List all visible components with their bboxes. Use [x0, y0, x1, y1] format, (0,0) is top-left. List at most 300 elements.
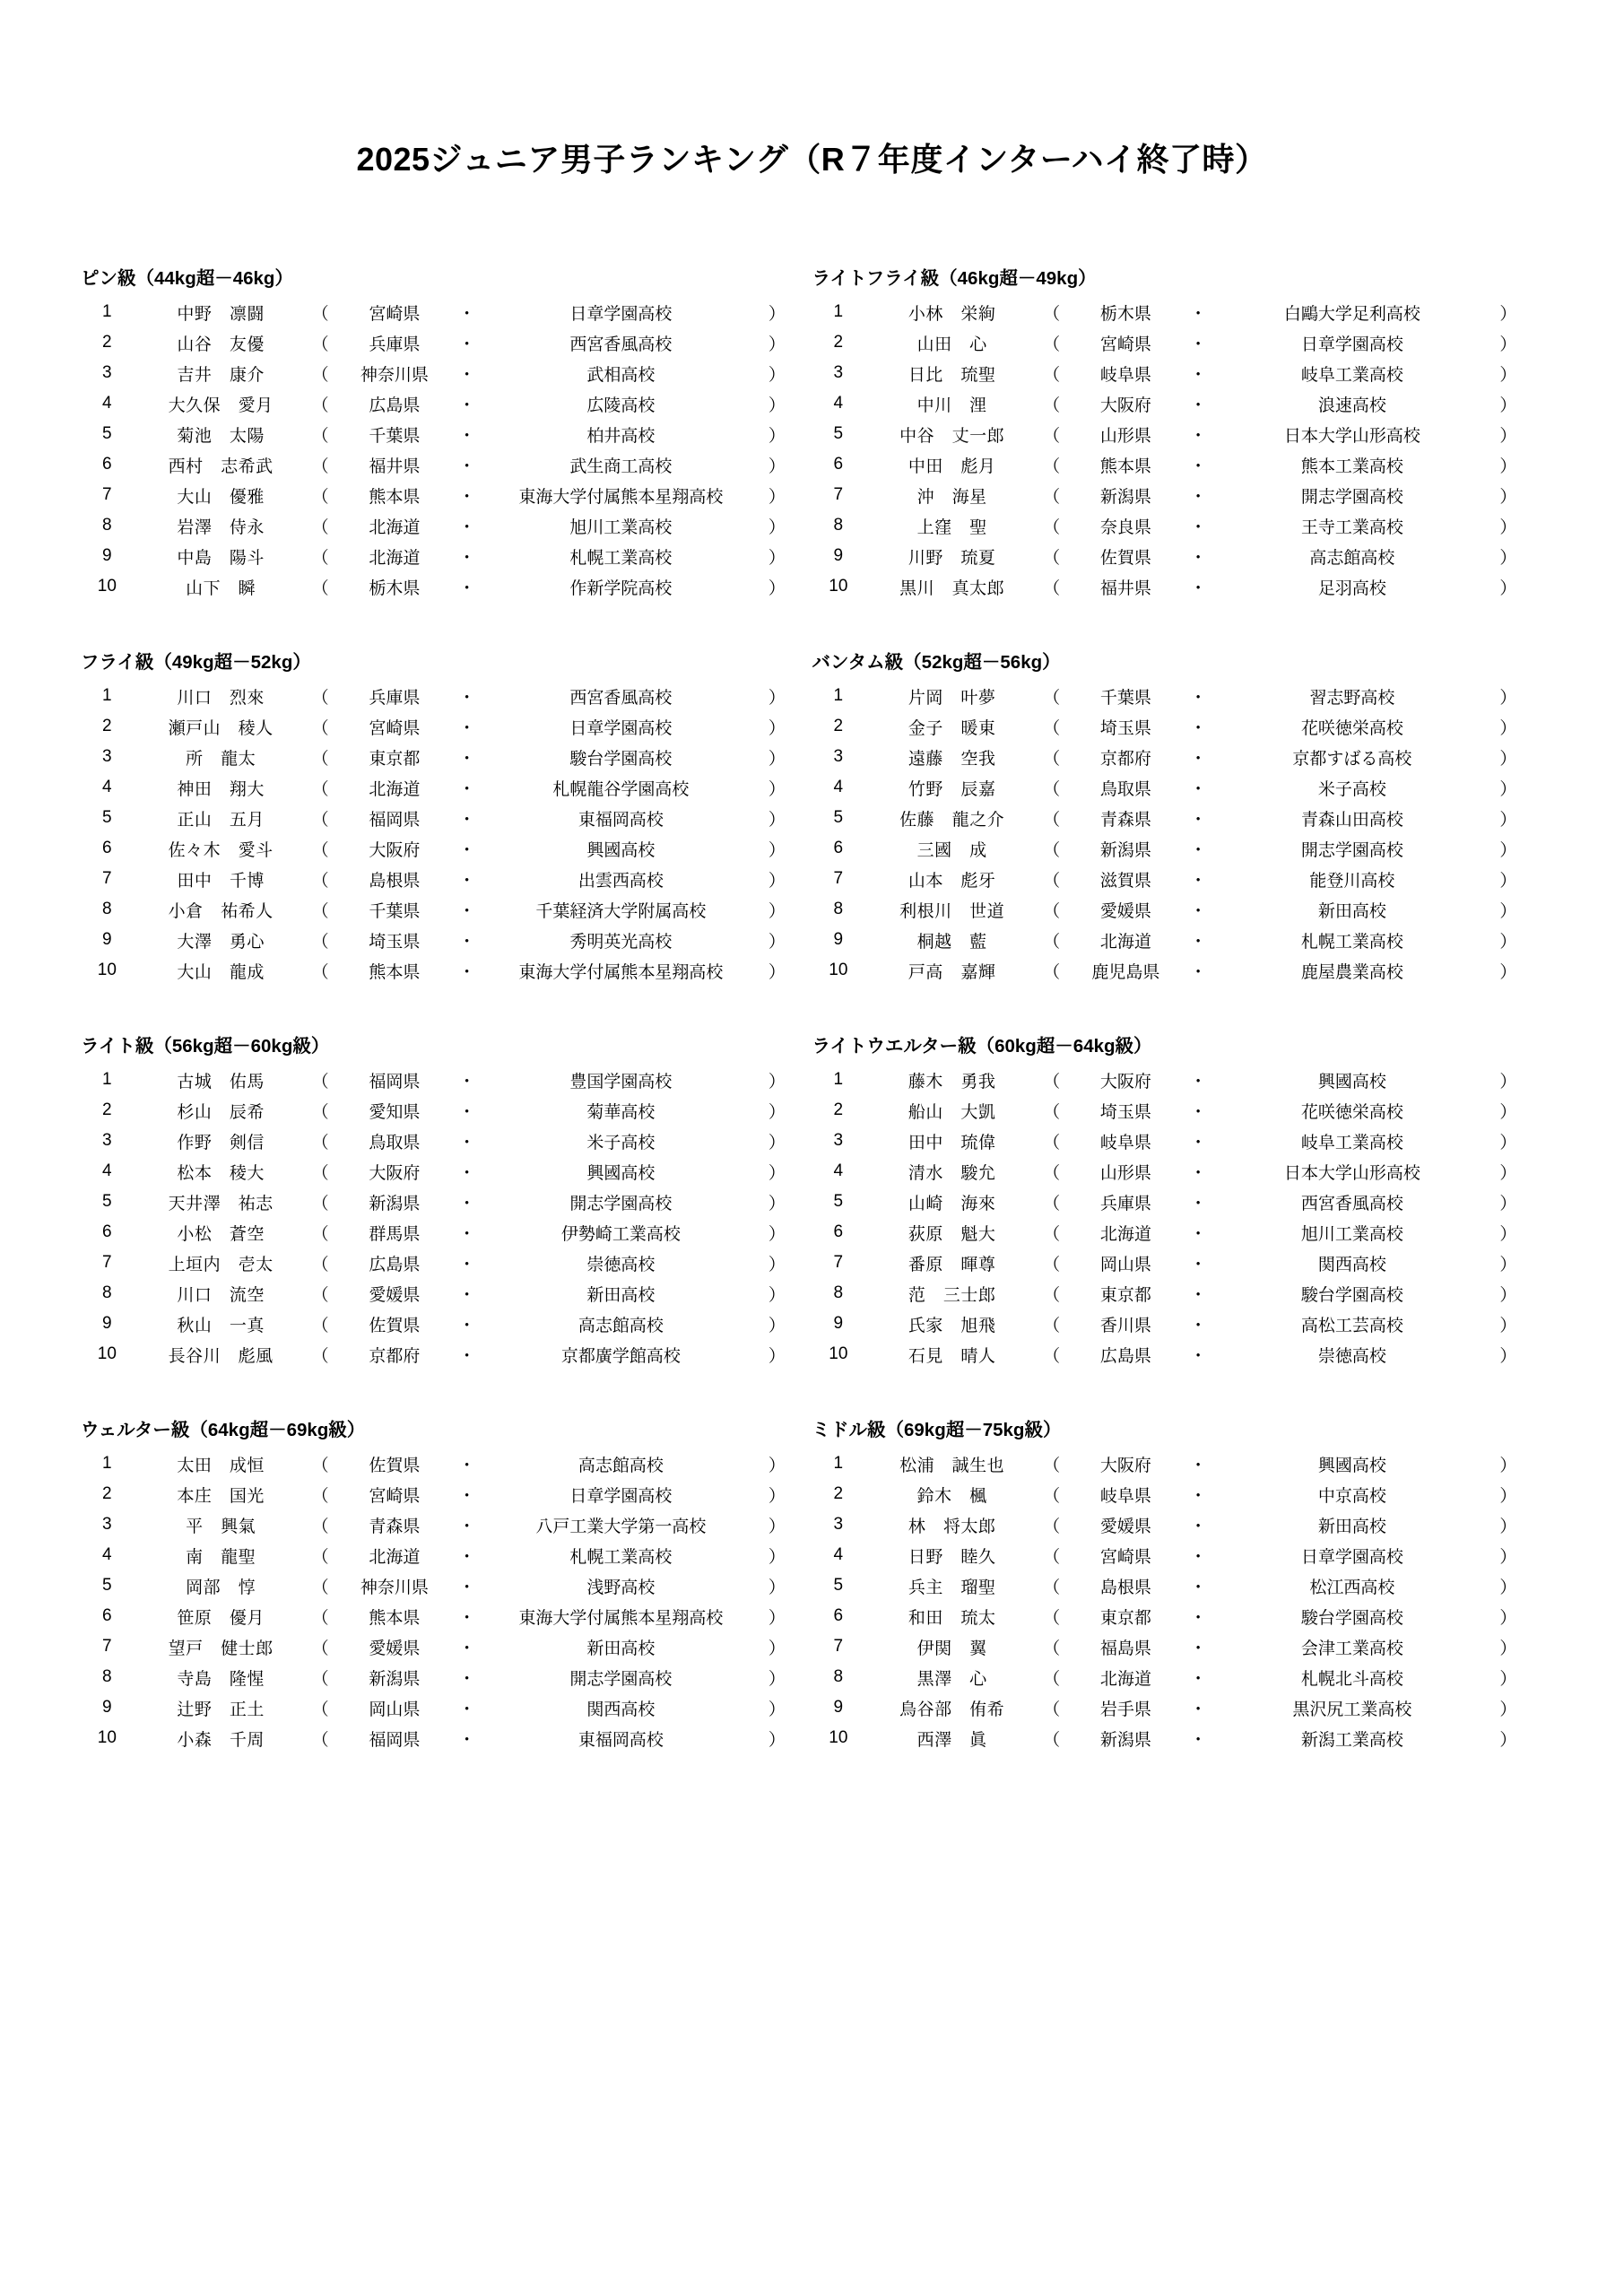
- table-row: [81, 1217, 789, 1248]
- separator-dot: ・: [458, 1133, 476, 1152]
- separator-dot: ・: [1189, 1486, 1207, 1506]
- paren-close: ）: [768, 749, 786, 769]
- prefecture-cell: 宮崎県: [1099, 335, 1151, 354]
- prefecture-cell: 埼玉県: [1099, 1102, 1151, 1122]
- rank-cell: 10: [97, 1344, 117, 1363]
- rank-cell: 1: [833, 1070, 844, 1089]
- paren-open: （: [1043, 1194, 1061, 1213]
- paren-close: ）: [1499, 688, 1517, 708]
- separator-dot: ・: [458, 1224, 476, 1244]
- paren-open: （: [311, 1133, 329, 1152]
- paren-open: （: [311, 1194, 329, 1213]
- athlete-name-cell: 小森 千周: [177, 1730, 265, 1750]
- paren-close: ）: [768, 517, 786, 537]
- ranking-columns: [81, 263, 1543, 1753]
- paren-close: ）: [1499, 779, 1517, 799]
- paren-close: ）: [1499, 1163, 1517, 1183]
- school-cell: 東福岡高校: [578, 1730, 664, 1750]
- paren-close: ）: [1499, 1486, 1517, 1506]
- paren-close: ）: [768, 1316, 786, 1335]
- paren-open: （: [1043, 396, 1061, 415]
- prefecture-cell: 熊本県: [369, 1608, 421, 1628]
- paren-close: ）: [1499, 1547, 1517, 1567]
- athlete-name-cell: 松本 稜大: [177, 1163, 265, 1183]
- paren-close: ）: [1499, 1608, 1517, 1628]
- rank-cell: 3: [102, 363, 112, 382]
- separator-dot: ・: [1189, 1730, 1207, 1750]
- paren-open: （: [1043, 1547, 1061, 1567]
- school-cell: 会津工業高校: [1300, 1639, 1403, 1658]
- table-row: [812, 1248, 1521, 1278]
- school-cell: 東海大学付属熊本星翔高校: [518, 1608, 724, 1628]
- school-cell: 西宮香風高校: [569, 688, 673, 708]
- table-row: [81, 1479, 789, 1509]
- ranking-table: [812, 681, 1521, 986]
- athlete-name-cell: 太田 成恒: [177, 1456, 265, 1475]
- prefecture-cell: 栃木県: [369, 578, 421, 598]
- paren-open: （: [311, 1102, 329, 1122]
- athlete-name-cell: 望戸 健士郎: [168, 1639, 274, 1658]
- paren-open: （: [1043, 1224, 1061, 1244]
- paren-open: （: [311, 1285, 329, 1305]
- rank-cell: 9: [833, 930, 844, 949]
- school-cell: 浅野高校: [586, 1578, 656, 1597]
- paren-open: （: [311, 426, 329, 446]
- school-cell: 高志館高校: [1309, 548, 1395, 568]
- paren-open: （: [1043, 517, 1061, 537]
- school-cell: 王寺工業高校: [1300, 517, 1403, 537]
- school-cell: 西宮香風高校: [569, 335, 673, 354]
- athlete-name-cell: 佐藤 龍之介: [899, 810, 1005, 830]
- paren-close: ）: [768, 1285, 786, 1305]
- paren-close: ）: [1499, 840, 1517, 860]
- table-row: [812, 1570, 1521, 1601]
- rank-cell: 5: [833, 1192, 844, 1211]
- paren-open: （: [1043, 718, 1061, 738]
- school-cell: 興國高校: [1317, 1456, 1386, 1475]
- paren-close: ）: [1499, 718, 1517, 738]
- prefecture-cell: 宮崎県: [1099, 1547, 1151, 1567]
- prefecture-cell: 佐賀県: [1099, 548, 1151, 568]
- paren-open: （: [311, 1700, 329, 1719]
- separator-dot: ・: [458, 871, 476, 891]
- separator-dot: ・: [1189, 1517, 1207, 1536]
- athlete-name-cell: 平 興氣: [186, 1517, 256, 1536]
- paren-open: （: [1043, 1255, 1061, 1274]
- school-cell: 京都すばる高校: [1292, 749, 1412, 769]
- separator-dot: ・: [458, 810, 476, 830]
- athlete-name-cell: 荻原 魁大: [908, 1224, 996, 1244]
- rank-cell: 2: [102, 717, 112, 735]
- paren-close: ）: [768, 396, 786, 415]
- prefecture-cell: 東京都: [1099, 1285, 1151, 1305]
- prefecture-cell: 広島県: [1099, 1346, 1151, 1366]
- rank-cell: 3: [102, 1515, 112, 1534]
- prefecture-cell: 島根県: [369, 871, 421, 891]
- athlete-name-cell: 金子 暖東: [908, 718, 996, 738]
- prefecture-cell: 新潟県: [369, 1669, 421, 1689]
- right-column: [812, 263, 1544, 1753]
- prefecture-cell: 鳥取県: [369, 1133, 421, 1152]
- school-cell: 京都廣学館高校: [560, 1346, 681, 1366]
- school-cell: 広陵高校: [586, 396, 656, 415]
- athlete-name-cell: 川野 琉夏: [908, 548, 996, 568]
- rank-cell: 4: [102, 1545, 112, 1564]
- table-row: [812, 864, 1521, 894]
- separator-dot: ・: [1189, 335, 1207, 354]
- table-row: [812, 711, 1521, 742]
- separator-dot: ・: [1189, 779, 1207, 799]
- paren-close: ）: [1499, 1255, 1517, 1274]
- rank-cell: 10: [97, 1728, 117, 1747]
- school-cell: 札幌工業高校: [569, 1547, 673, 1567]
- rank-cell: 6: [102, 839, 112, 857]
- prefecture-cell: 京都府: [1099, 749, 1151, 769]
- school-cell: 花咲徳栄高校: [1300, 1102, 1403, 1122]
- prefecture-cell: 宮崎県: [369, 304, 421, 324]
- rank-cell: 6: [102, 1606, 112, 1625]
- separator-dot: ・: [1189, 1133, 1207, 1152]
- table-row: [812, 1278, 1521, 1309]
- rank-cell: 5: [833, 1576, 844, 1595]
- paren-close: ）: [1499, 1316, 1517, 1335]
- prefecture-cell: 千葉県: [369, 901, 421, 921]
- table-row: [812, 772, 1521, 803]
- prefecture-cell: 山形県: [1099, 1163, 1151, 1183]
- prefecture-cell: 大阪府: [1099, 1072, 1151, 1091]
- rank-cell: 6: [102, 455, 112, 474]
- table-row: [81, 772, 789, 803]
- separator-dot: ・: [458, 718, 476, 738]
- prefecture-cell: 佐賀県: [369, 1456, 421, 1475]
- athlete-name-cell: 山下 瞬: [186, 578, 256, 598]
- athlete-name-cell: 小倉 祐希人: [168, 901, 274, 921]
- rank-cell: 9: [102, 1314, 112, 1333]
- rank-cell: 4: [102, 1161, 112, 1180]
- separator-dot: ・: [458, 1669, 476, 1689]
- paren-open: （: [311, 1486, 329, 1506]
- athlete-name-cell: 兵主 瑠聖: [908, 1578, 996, 1597]
- school-cell: 高松工芸高校: [1300, 1316, 1403, 1335]
- athlete-name-cell: 山崎 海來: [908, 1194, 996, 1213]
- rank-cell: 9: [102, 930, 112, 949]
- school-cell: 札幌北斗高校: [1300, 1669, 1403, 1689]
- prefecture-cell: 熊本県: [369, 487, 421, 507]
- prefecture-cell: 東京都: [369, 749, 421, 769]
- separator-dot: ・: [458, 1578, 476, 1597]
- separator-dot: ・: [1189, 840, 1207, 860]
- paren-open: （: [311, 1224, 329, 1244]
- rank-cell: 2: [833, 717, 844, 735]
- table-row: [812, 571, 1521, 602]
- paren-close: ）: [1499, 335, 1517, 354]
- paren-close: ）: [768, 810, 786, 830]
- separator-dot: ・: [458, 1547, 476, 1567]
- prefecture-cell: 奈良県: [1099, 517, 1151, 537]
- prefecture-cell: 京都府: [369, 1346, 421, 1366]
- paren-close: ）: [768, 426, 786, 446]
- rank-cell: 4: [102, 394, 112, 413]
- athlete-name-cell: 竹野 辰嘉: [908, 779, 996, 799]
- paren-close: ）: [1499, 1456, 1517, 1475]
- paren-close: ）: [768, 487, 786, 507]
- school-cell: 秀明英光高校: [569, 932, 673, 952]
- prefecture-cell: 兵庫県: [369, 688, 421, 708]
- paren-open: （: [311, 1578, 329, 1597]
- athlete-name-cell: 田中 琉偉: [908, 1133, 996, 1152]
- paren-open: （: [311, 1730, 329, 1750]
- rank-cell: 2: [833, 1100, 844, 1119]
- table-row: [812, 1448, 1521, 1479]
- table-row: [81, 541, 789, 571]
- athlete-name-cell: 片岡 叶夢: [908, 688, 996, 708]
- school-cell: 開志学園高校: [569, 1194, 673, 1213]
- paren-close: ）: [1499, 1285, 1517, 1305]
- paren-open: （: [311, 962, 329, 982]
- paren-open: （: [1043, 810, 1061, 830]
- prefecture-cell: 北海道: [369, 1547, 421, 1567]
- paren-open: （: [311, 1517, 329, 1536]
- page-title: 2025ジュニア男子ランキング（R７年度インターハイ終了時）: [356, 141, 1268, 178]
- rank-cell: 9: [102, 1698, 112, 1717]
- table-row: [812, 358, 1521, 388]
- paren-open: （: [1043, 1669, 1061, 1689]
- school-cell: 千葉経済大学附属高校: [535, 901, 707, 921]
- prefecture-cell: 岐阜県: [1099, 1133, 1151, 1152]
- athlete-name-cell: 大山 優雅: [177, 487, 265, 507]
- school-cell: 興國高校: [586, 1163, 656, 1183]
- rank-cell: 8: [102, 1283, 112, 1302]
- athlete-name-cell: 佐々木 愛斗: [168, 840, 274, 860]
- school-cell: 青森山田高校: [1300, 810, 1403, 830]
- athlete-name-cell: 戸高 嘉輝: [908, 962, 996, 982]
- prefecture-cell: 神奈川県: [360, 1578, 429, 1597]
- prefecture-cell: 北海道: [369, 779, 421, 799]
- table-row: [812, 510, 1521, 541]
- athlete-name-cell: 日比 琉聖: [908, 365, 996, 385]
- table-row: [812, 1126, 1521, 1156]
- prefecture-cell: 宮崎県: [369, 1486, 421, 1506]
- paren-close: ）: [768, 1578, 786, 1597]
- prefecture-cell: 青森県: [369, 1517, 421, 1536]
- athlete-name-cell: 山本 彪牙: [908, 871, 996, 891]
- separator-dot: ・: [1189, 578, 1207, 598]
- paren-open: （: [311, 517, 329, 537]
- rank-cell: 3: [833, 747, 844, 766]
- school-cell: 駿台学園高校: [1300, 1608, 1403, 1628]
- athlete-name-cell: 桐越 藍: [916, 932, 987, 952]
- rank-cell: 6: [833, 455, 844, 474]
- rank-cell: 1: [102, 302, 112, 321]
- separator-dot: ・: [1189, 1316, 1207, 1335]
- school-cell: 武生商工高校: [569, 457, 673, 476]
- table-row: [812, 1662, 1521, 1692]
- table-row: [81, 1662, 789, 1692]
- rank-cell: 6: [833, 1606, 844, 1625]
- rank-cell: 3: [102, 747, 112, 766]
- prefecture-cell: 島根県: [1099, 1578, 1151, 1597]
- table-row: [81, 1156, 789, 1187]
- table-row: [81, 1309, 789, 1339]
- paren-open: （: [311, 688, 329, 708]
- school-cell: 豊国学園高校: [569, 1072, 673, 1091]
- table-row: [812, 297, 1521, 327]
- separator-dot: ・: [458, 1346, 476, 1366]
- prefecture-cell: 新潟県: [1099, 487, 1151, 507]
- paren-open: （: [1043, 548, 1061, 568]
- separator-dot: ・: [1189, 749, 1207, 769]
- separator-dot: ・: [1189, 932, 1207, 952]
- separator-dot: ・: [1189, 1102, 1207, 1122]
- athlete-name-cell: 所 龍太: [186, 749, 256, 769]
- rank-cell: 8: [833, 516, 844, 535]
- athlete-name-cell: 利根川 世道: [899, 901, 1005, 921]
- school-cell: 柏井高校: [586, 426, 656, 446]
- prefecture-cell: 埼玉県: [369, 932, 421, 952]
- paren-open: （: [1043, 779, 1061, 799]
- separator-dot: ・: [458, 1316, 476, 1335]
- rank-cell: 1: [102, 1070, 112, 1089]
- school-cell: 鹿屋農業高校: [1300, 962, 1403, 982]
- paren-open: （: [311, 396, 329, 415]
- school-cell: 興國高校: [1317, 1072, 1386, 1091]
- ranking-table: [812, 1448, 1521, 1753]
- paren-close: ）: [768, 548, 786, 568]
- paren-open: （: [311, 810, 329, 830]
- table-row: [81, 327, 789, 358]
- separator-dot: ・: [458, 1608, 476, 1628]
- athlete-name-cell: 鈴木 楓: [916, 1486, 987, 1506]
- rank-cell: 10: [97, 961, 117, 979]
- separator-dot: ・: [1189, 1163, 1207, 1183]
- paren-open: （: [311, 718, 329, 738]
- paren-close: ）: [1499, 396, 1517, 415]
- separator-dot: ・: [458, 962, 476, 982]
- athlete-name-cell: 松浦 誠生也: [899, 1456, 1005, 1475]
- paren-open: （: [1043, 1072, 1061, 1091]
- paren-close: ）: [1499, 901, 1517, 921]
- athlete-name-cell: 日野 睦久: [908, 1547, 996, 1567]
- paren-open: （: [311, 871, 329, 891]
- paren-close: ）: [768, 1456, 786, 1475]
- rank-cell: 2: [102, 333, 112, 352]
- school-cell: 日章学園高校: [569, 304, 673, 324]
- paren-open: （: [311, 1456, 329, 1475]
- separator-dot: ・: [1189, 688, 1207, 708]
- athlete-name-cell: 大久保 愛月: [168, 396, 274, 415]
- athlete-name-cell: 黒川 真太郎: [899, 578, 1005, 598]
- separator-dot: ・: [1189, 365, 1207, 385]
- separator-dot: ・: [1189, 1285, 1207, 1305]
- table-row: [812, 327, 1521, 358]
- athlete-name-cell: 天井澤 祐志: [168, 1194, 274, 1213]
- paren-close: ）: [1499, 487, 1517, 507]
- separator-dot: ・: [458, 548, 476, 568]
- school-cell: 関西高校: [1317, 1255, 1386, 1274]
- paren-open: （: [1043, 1486, 1061, 1506]
- athlete-name-cell: 遠藤 空我: [908, 749, 996, 769]
- school-cell: 日本大学山形高校: [1283, 426, 1420, 446]
- athlete-name-cell: 南 龍聖: [186, 1547, 256, 1567]
- athlete-name-cell: 瀬戸山 稜人: [168, 718, 274, 738]
- table-row: [81, 1692, 789, 1723]
- ranking-table: [81, 297, 789, 602]
- paren-open: （: [311, 457, 329, 476]
- table-row: [81, 681, 789, 711]
- table-row: [812, 541, 1521, 571]
- table-row: [812, 1187, 1521, 1217]
- school-cell: 出雲西高校: [578, 871, 664, 891]
- separator-dot: ・: [1189, 457, 1207, 476]
- paren-open: （: [311, 1255, 329, 1274]
- paren-open: （: [1043, 487, 1061, 507]
- prefecture-cell: 北海道: [1099, 932, 1151, 952]
- school-cell: 高志館高校: [578, 1316, 664, 1335]
- athlete-name-cell: 中島 陽斗: [177, 548, 265, 568]
- prefecture-cell: 岡山県: [1099, 1255, 1151, 1274]
- paren-open: （: [311, 779, 329, 799]
- athlete-name-cell: 黒澤 心: [916, 1669, 987, 1689]
- table-row: [812, 1156, 1521, 1187]
- paren-open: （: [1043, 1700, 1061, 1719]
- paren-open: （: [311, 1669, 329, 1689]
- paren-close: ）: [1499, 932, 1517, 952]
- athlete-name-cell: 岡部 惇: [186, 1578, 256, 1597]
- athlete-name-cell: 辻野 正土: [177, 1700, 265, 1719]
- athlete-name-cell: 笹原 優月: [177, 1608, 265, 1628]
- ranking-table: [812, 297, 1521, 602]
- table-row: [81, 480, 789, 510]
- paren-open: （: [1043, 1133, 1061, 1152]
- table-row: [81, 864, 789, 894]
- athlete-name-cell: 藤木 勇我: [908, 1072, 996, 1091]
- athlete-name-cell: 范 三士郎: [908, 1285, 996, 1305]
- rank-cell: 9: [833, 1698, 844, 1717]
- rank-cell: 9: [102, 546, 112, 565]
- athlete-name-cell: 石見 晴人: [908, 1346, 996, 1366]
- athlete-name-cell: 大澤 勇心: [177, 932, 265, 952]
- paren-close: ）: [768, 1072, 786, 1091]
- section-welter-kyu: [81, 1414, 812, 1753]
- paren-close: ）: [1499, 962, 1517, 982]
- prefecture-cell: 兵庫県: [369, 335, 421, 354]
- prefecture-cell: 新潟県: [1099, 840, 1151, 860]
- table-row: [812, 1692, 1521, 1723]
- table-row: [81, 297, 789, 327]
- athlete-name-cell: 和田 琉太: [908, 1608, 996, 1628]
- athlete-name-cell: 寺島 隆惺: [177, 1669, 265, 1689]
- paren-open: （: [311, 901, 329, 921]
- rank-cell: 2: [102, 1100, 112, 1119]
- prefecture-cell: 愛知県: [369, 1102, 421, 1122]
- paren-close: ）: [1499, 365, 1517, 385]
- paren-close: ）: [768, 1194, 786, 1213]
- table-row: [812, 1095, 1521, 1126]
- rank-cell: 4: [833, 394, 844, 413]
- athlete-name-cell: 三國 成: [916, 840, 987, 860]
- paren-close: ）: [768, 871, 786, 891]
- separator-dot: ・: [458, 365, 476, 385]
- paren-open: （: [311, 1346, 329, 1366]
- prefecture-cell: 愛媛県: [1099, 1517, 1151, 1536]
- separator-dot: ・: [458, 932, 476, 952]
- prefecture-cell: 山形県: [1099, 426, 1151, 446]
- table-row: [812, 955, 1521, 986]
- school-cell: 旭川工業高校: [569, 517, 673, 537]
- athlete-name-cell: 川口 流空: [177, 1285, 265, 1305]
- table-row: [812, 1631, 1521, 1662]
- section-light-fly-kyu: [812, 263, 1544, 602]
